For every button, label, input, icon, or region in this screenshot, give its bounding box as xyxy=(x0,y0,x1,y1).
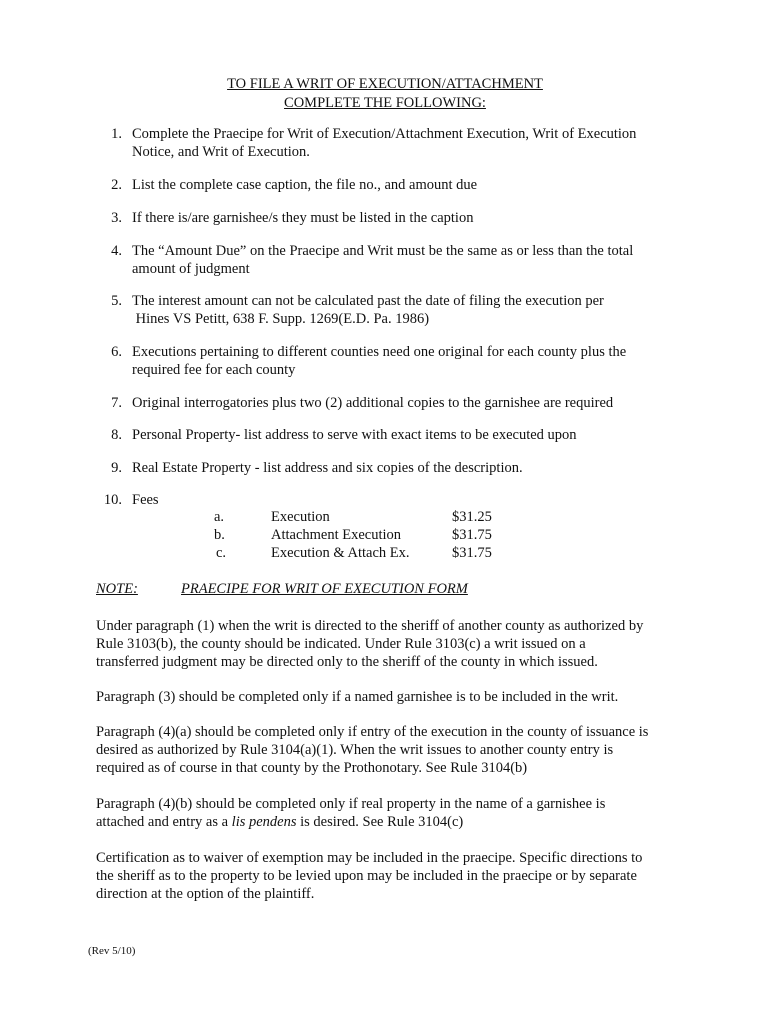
revision-label: (Rev 5/10) xyxy=(88,945,136,957)
paragraph-line: Certification as to waiver of exemption may be included in the praecipe. Specific directions to xyxy=(96,850,643,866)
list-item-line: Executions pertaining to different counties need one original for each county plus the xyxy=(132,344,627,360)
paragraph-1 xyxy=(96,617,686,671)
list-item-line: If there is/are garnishee/s they must be listed in the caption xyxy=(132,210,474,226)
paragraph-line: direction at the option of the plaintiff. xyxy=(96,886,315,902)
note-heading: PRAECIPE FOR WRIT OF EXECUTION FORM xyxy=(181,581,468,597)
paragraph-2 xyxy=(96,688,686,706)
page-subtitle: COMPLETE THE FOLLOWING: xyxy=(284,95,486,111)
fee-amount: $31.75 xyxy=(452,527,492,543)
paragraph-4 xyxy=(96,795,686,831)
lis-pendens-term: lis pendens xyxy=(231,814,297,830)
fee-row xyxy=(0,508,770,526)
list-item-line: Complete the Praecipe for Writ of Execution/Attachment Execution, Writ of Execution xyxy=(132,126,637,142)
list-item-line: Real Estate Property - list address and six copies of the description. xyxy=(132,460,523,476)
list-item-number: 10. xyxy=(103,492,122,508)
fee-row xyxy=(0,544,770,562)
list-item-line: Original interrogatories plus two (2) additional copies to the garnishee are required xyxy=(132,395,614,411)
list-item-number: 8. xyxy=(111,427,122,443)
list-item-text xyxy=(132,242,692,278)
paragraph-line: required as of course in that county by the Prothonotary. See Rule 3104(b) xyxy=(96,760,528,776)
paragraph-3 xyxy=(96,723,686,777)
list-item-line: amount of judgment xyxy=(132,261,250,277)
fee-row xyxy=(0,526,770,544)
list-item-number: 5. xyxy=(111,293,122,309)
list-item-text xyxy=(132,491,692,509)
list-item-text xyxy=(132,394,692,412)
list-item-number: 4. xyxy=(111,243,122,259)
fee-letter: c. xyxy=(216,545,227,561)
list-item-number: 2. xyxy=(111,177,122,193)
list-item-line: Notice, and Writ of Execution. xyxy=(132,144,310,160)
list-item-text xyxy=(132,125,692,161)
paragraph-line: the sheriff as to the property to be levied upon may be included in the praecipe or by separate xyxy=(96,868,637,884)
paragraph-line: Rule 3103(b), the county should be indicated. Under Rule 3103(c) a writ issued on a xyxy=(96,636,586,652)
fee-name: Execution xyxy=(271,509,330,525)
paragraph-5 xyxy=(96,849,686,903)
list-item-line: Hines VS Petitt, 638 F. Supp. 1269(E.D. Pa. 1986) xyxy=(132,311,430,327)
page-title: TO FILE A WRIT OF EXECUTION/ATTACHMENT xyxy=(227,76,543,92)
paragraph-line: Paragraph (4)(a) should be completed only if entry of the execution in the county of issuance is xyxy=(96,724,649,740)
paragraph-line xyxy=(96,813,686,831)
fee-letter: b. xyxy=(214,527,225,543)
fee-amount: $31.75 xyxy=(452,545,492,561)
paragraph-line: desired as authorized by Rule 3104(a)(1). When the writ issues to another county entry is xyxy=(96,742,614,758)
list-item-text xyxy=(132,209,692,227)
paragraph-line: transferred judgment may be directed only to the sheriff of the county in which issued. xyxy=(96,654,598,670)
fee-name: Attachment Execution xyxy=(271,527,402,543)
note-label: NOTE: xyxy=(96,581,138,597)
paragraph-text: attached and entry as a xyxy=(96,814,232,830)
list-item-line: The “Amount Due” on the Praecipe and Writ must be the same as or less than the total xyxy=(132,243,634,259)
list-item-line: List the complete case caption, the file no., and amount due xyxy=(132,177,478,193)
paragraph-text: is desired. See Rule 3104(c) xyxy=(296,814,464,830)
list-item-line: Personal Property- list address to serve with exact items to be executed upon xyxy=(132,427,577,443)
list-item-number: 6. xyxy=(111,344,122,360)
list-item-number: 3. xyxy=(111,210,122,226)
fee-letter: a. xyxy=(214,509,225,525)
list-item-text xyxy=(132,292,692,328)
list-item-number: 9. xyxy=(111,460,122,476)
fee-name: Execution & Attach Ex. xyxy=(271,545,410,561)
fee-amount: $31.25 xyxy=(452,509,492,525)
paragraph-line: Paragraph (3) should be completed only if a named garnishee is to be included in the writ. xyxy=(96,689,619,705)
list-item-text xyxy=(132,426,692,444)
list-item-line: Fees xyxy=(132,492,159,508)
list-item-text xyxy=(132,459,692,477)
list-item-number: 1. xyxy=(111,126,122,142)
list-item-text xyxy=(132,176,692,194)
list-item-number: 7. xyxy=(111,395,122,411)
list-item-text xyxy=(132,343,692,379)
paragraph-line: Paragraph (4)(b) should be completed only if real property in the name of a garnishee is xyxy=(96,796,606,812)
list-item-line: The interest amount can not be calculated past the date of filing the execution per xyxy=(132,293,604,309)
list-item-line: required fee for each county xyxy=(132,362,296,378)
paragraph-line: Under paragraph (1) when the writ is directed to the sheriff of another county as authorized by xyxy=(96,618,644,634)
